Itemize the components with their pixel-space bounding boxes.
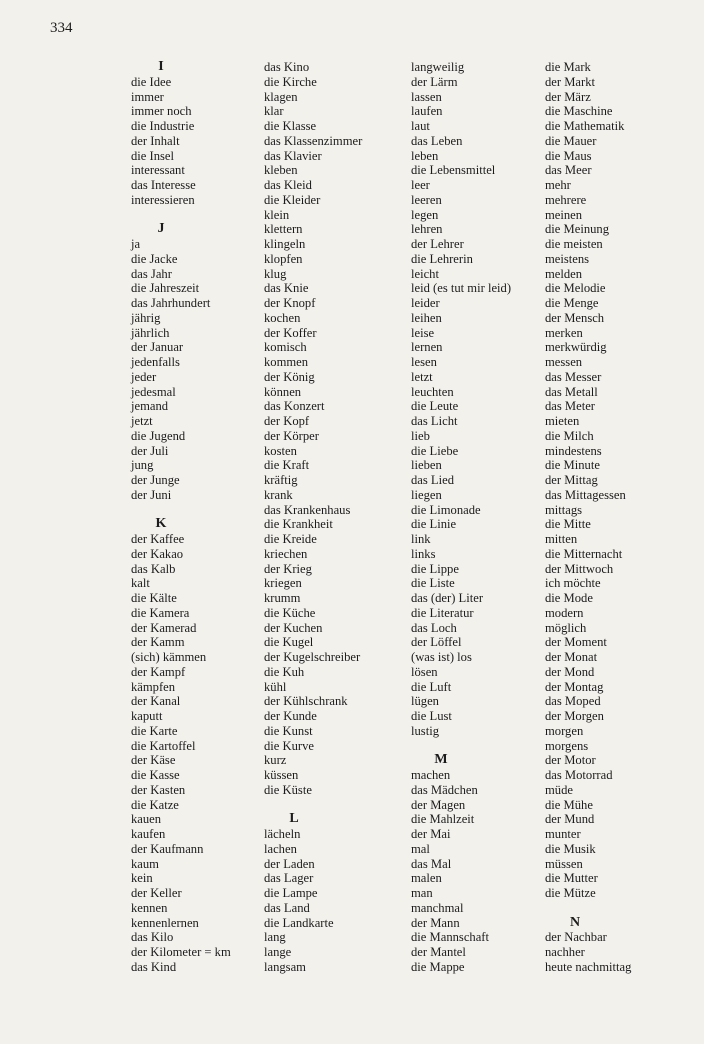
word-entry: lächeln: [264, 827, 301, 841]
word-entry: die Liebe: [411, 443, 459, 458]
word-column-1: [131, 60, 231, 975]
word-entry: der Mond: [545, 664, 595, 679]
word-entry: jetzt: [131, 414, 153, 428]
word-entry: lang: [264, 930, 286, 945]
word-entry: der Körper: [264, 428, 319, 443]
word-entry: können: [264, 384, 302, 399]
word-entry: der Kuchen: [264, 620, 323, 635]
word-entry: die Leute: [411, 399, 459, 414]
word-entry: meinen: [545, 207, 583, 222]
word-entry: die Lippe: [411, 561, 459, 576]
word-entry: das Krankenhaus: [264, 502, 351, 517]
word-entry: der Juni: [131, 487, 172, 502]
word-entry: kaufen: [131, 827, 166, 841]
word-entry: der Lehrer: [411, 237, 464, 251]
word-entry: leid (es tut mir leid): [411, 281, 512, 296]
word-entry: kaum: [131, 856, 159, 871]
word-entry: lehren: [411, 222, 443, 237]
word-entry: die Karte: [131, 723, 178, 738]
word-entry: die Kartoffel: [131, 738, 196, 753]
word-entry: lange: [264, 945, 292, 959]
word-entry: das Lied: [411, 473, 455, 487]
word-entry: kein: [131, 871, 153, 886]
word-entry: lösen: [411, 664, 438, 679]
word-entry: das Licht: [411, 414, 458, 428]
word-entry: die Lebensmittel: [411, 163, 496, 178]
word-entry: der Morgen: [545, 709, 604, 723]
word-entry: das (der) Liter: [411, 591, 484, 605]
word-entry: klettern: [264, 222, 303, 237]
word-entry: die meisten: [545, 237, 603, 251]
letter-heading: K: [155, 516, 167, 532]
word-entry: leider: [411, 296, 440, 310]
word-entry: der Mantel: [411, 945, 466, 959]
word-entry: lieben: [411, 458, 442, 473]
word-entry: die Limonade: [411, 502, 481, 517]
word-entry: die Luft: [411, 679, 452, 694]
word-entry: kriechen: [264, 546, 308, 561]
letter-heading: N: [569, 914, 581, 930]
word-entry: der Markt: [545, 74, 596, 89]
word-entry: (was ist) los: [411, 650, 472, 664]
word-entry: die Katze: [131, 797, 179, 812]
word-entry: machen: [411, 768, 451, 782]
word-entry: leihen: [411, 310, 442, 325]
word-entry: jemand: [131, 399, 169, 414]
word-entry: man: [411, 886, 433, 900]
word-entry: lustig: [411, 723, 439, 738]
word-entry: die Jugend: [131, 428, 186, 443]
word-entry: das Leben: [411, 133, 463, 148]
word-entry: klagen: [264, 89, 298, 104]
section-gap: [411, 739, 511, 754]
word-entry: der Kopf: [264, 414, 310, 428]
word-entry: die Mütze: [545, 886, 596, 900]
word-entry: langsam: [264, 959, 306, 974]
letter-heading: L: [289, 811, 299, 827]
word-entry: legen: [411, 207, 439, 222]
word-entry: morgens: [545, 738, 589, 753]
word-entry: die Kurve: [264, 738, 315, 753]
word-entry: die Lust: [411, 709, 452, 723]
word-entry: die Mode: [545, 591, 593, 605]
word-entry: der Kunde: [264, 709, 317, 723]
word-entry: interessieren: [131, 192, 195, 207]
word-entry: das Lager: [264, 871, 314, 886]
word-entry: das Kleid: [264, 178, 312, 192]
word-entry: lassen: [411, 89, 442, 104]
word-entry: die Mark: [545, 60, 591, 74]
word-entry: kalt: [131, 576, 150, 591]
word-column-3: [411, 60, 511, 975]
word-column-2: [264, 60, 362, 975]
word-entry: kaputt: [131, 709, 163, 723]
word-entry: kriegen: [264, 576, 302, 591]
word-entry: leuchten: [411, 384, 454, 399]
word-entry: der Kamm: [131, 635, 185, 650]
word-entry: die Küche: [264, 605, 316, 620]
word-entry: jedenfalls: [131, 355, 180, 369]
word-entry: der Kaufmann: [131, 841, 204, 856]
word-entry: klopfen: [264, 251, 303, 266]
word-entry: das Messer: [545, 369, 602, 384]
word-entry: lernen: [411, 340, 443, 355]
word-entry: die Jahreszeit: [131, 281, 200, 296]
word-entry: der Mittag: [545, 473, 598, 487]
word-entry: die Mappe: [411, 959, 465, 974]
word-entry: das Kind: [131, 959, 177, 974]
word-entry: messen: [545, 355, 583, 369]
word-entry: der Kilometer = km: [131, 945, 231, 959]
word-entry: die Linie: [411, 517, 457, 532]
word-entry: die Industrie: [131, 119, 195, 133]
word-entry: das Meer: [545, 163, 592, 178]
word-entry: das Moped: [545, 694, 601, 709]
word-entry: die Kasse: [131, 768, 180, 782]
word-entry: möglich: [545, 620, 587, 635]
word-entry: ja: [131, 237, 141, 251]
word-entry: der Kampf: [131, 664, 186, 679]
word-entry: die Mauer: [545, 133, 597, 148]
word-entry: morgen: [545, 723, 584, 738]
word-entry: kosten: [264, 443, 297, 458]
word-entry: der Kamerad: [131, 620, 197, 635]
word-entry: das Kino: [264, 60, 310, 74]
word-entry: lesen: [411, 355, 437, 369]
word-entry: ich möchte: [545, 576, 601, 591]
word-entry: müde: [545, 782, 573, 797]
word-entry: jährlich: [131, 325, 170, 340]
word-entry: die Kreide: [264, 532, 317, 546]
word-entry: das Mädchen: [411, 782, 478, 797]
word-entry: die Idee: [131, 74, 172, 89]
word-entry: meistens: [545, 251, 590, 266]
word-entry: der Mai: [411, 827, 451, 841]
word-entry: die Mahlzeit: [411, 812, 475, 827]
word-entry: der Nachbar: [545, 930, 607, 945]
word-entry: die Lehrerin: [411, 251, 473, 266]
word-entry: die Meinung: [545, 222, 610, 237]
word-entry: der Kakao: [131, 546, 184, 561]
word-entry: die Lampe: [264, 886, 318, 900]
word-entry: der Junge: [131, 473, 180, 487]
letter-heading: I: [158, 59, 164, 74]
word-entry: der Magen: [411, 797, 466, 812]
letter-heading: J: [157, 221, 165, 237]
word-entry: das Klavier: [264, 148, 322, 163]
word-entry: jährig: [131, 310, 161, 325]
word-entry: die Mannschaft: [411, 930, 489, 945]
word-entry: der Kühlschrank: [264, 694, 348, 709]
word-entry: nachher: [545, 945, 585, 959]
word-entry: der Löffel: [411, 635, 462, 650]
word-entry: kommen: [264, 355, 309, 369]
section-gap: [545, 901, 631, 916]
word-entry: lügen: [411, 694, 439, 709]
word-entry: das Mal: [411, 856, 452, 871]
word-entry: kochen: [264, 310, 301, 325]
word-entry: merkwürdig: [545, 340, 607, 355]
word-entry: mehr: [545, 178, 571, 192]
word-entry: jedesmal: [131, 384, 176, 399]
word-column-4: [545, 60, 631, 975]
word-entry: mittags: [545, 502, 583, 517]
word-entry: die Menge: [545, 296, 599, 310]
word-entry: mehrere: [545, 192, 587, 207]
word-entry: die Milch: [545, 428, 594, 443]
section-gap: [264, 798, 362, 813]
word-entry: küssen: [264, 768, 299, 782]
word-entry: klingeln: [264, 237, 306, 251]
word-entry: das Metall: [545, 384, 598, 399]
word-entry: klein: [264, 207, 290, 222]
word-entry: die Kraft: [264, 458, 310, 473]
word-entry: der Lärm: [411, 74, 458, 89]
word-entry: leise: [411, 325, 435, 340]
word-entry: mindestens: [545, 443, 602, 458]
word-entry: die Kirche: [264, 74, 317, 89]
word-entry: der Januar: [131, 340, 184, 355]
word-entry: das Jahr: [131, 266, 172, 281]
word-entry: leer: [411, 178, 430, 192]
word-entry: kämpfen: [131, 679, 176, 694]
word-entry: die Liste: [411, 576, 455, 591]
word-entry: der Kasten: [131, 782, 186, 797]
word-entry: krank: [264, 487, 293, 502]
word-entry: die Landkarte: [264, 915, 334, 930]
word-entry: klug: [264, 266, 287, 281]
word-entry: das Land: [264, 900, 310, 915]
word-entry: der Montag: [545, 679, 604, 694]
word-entry: das Interesse: [131, 178, 196, 192]
word-entry: das Kilo: [131, 930, 174, 945]
word-entry: (sich) kämmen: [131, 650, 207, 664]
word-entry: letzt: [411, 369, 433, 384]
word-entry: die Krankheit: [264, 517, 333, 532]
section-gap: [131, 208, 231, 223]
word-entry: liegen: [411, 487, 442, 502]
word-entry: der Mund: [545, 812, 595, 827]
word-entry: die Mühe: [545, 797, 593, 812]
word-entry: das Meter: [545, 399, 596, 414]
word-entry: langweilig: [411, 60, 465, 74]
word-entry: interessant: [131, 163, 185, 178]
word-entry: malen: [411, 871, 442, 886]
word-entry: der Kaffee: [131, 532, 185, 546]
letter-heading: M: [434, 752, 448, 768]
word-entry: das Loch: [411, 620, 457, 635]
word-entry: die Kälte: [131, 591, 177, 605]
word-entry: jeder: [131, 369, 157, 384]
word-entry: das Klassenzimmer: [264, 133, 363, 148]
word-entry: manchmal: [411, 900, 464, 915]
word-entry: leben: [411, 148, 439, 163]
word-entry: laufen: [411, 104, 443, 119]
word-entry: der Monat: [545, 650, 598, 664]
word-entry: das Motorrad: [545, 768, 613, 782]
word-entry: heute nachmittag: [545, 959, 632, 974]
word-entry: kräftig: [264, 473, 298, 487]
word-entry: leeren: [411, 192, 442, 207]
word-entry: jung: [131, 458, 154, 473]
word-entry: kauen: [131, 812, 162, 827]
word-entry: der Kanal: [131, 694, 181, 709]
word-entry: müssen: [545, 856, 583, 871]
word-entry: die Insel: [131, 148, 175, 163]
word-entry: die Kleider: [264, 192, 321, 207]
word-entry: das Kalb: [131, 561, 176, 576]
word-entry: der Käse: [131, 753, 176, 768]
word-entry: die Klasse: [264, 119, 317, 133]
word-entry: mal: [411, 841, 430, 856]
page-number: 334: [50, 20, 73, 36]
word-entry: kühl: [264, 679, 287, 694]
word-entry: melden: [545, 266, 583, 281]
word-entry: kennen: [131, 900, 168, 915]
word-entry: die Kuh: [264, 664, 305, 679]
word-entry: der Juli: [131, 443, 169, 458]
word-entry: komisch: [264, 340, 307, 355]
word-entry: die Mitternacht: [545, 546, 623, 561]
word-entry: merken: [545, 325, 583, 340]
word-entry: die Mitte: [545, 517, 591, 532]
word-entry: kleben: [264, 163, 298, 178]
word-entry: die Mathematik: [545, 119, 625, 133]
word-entry: link: [411, 532, 431, 546]
word-entry: der Moment: [545, 635, 607, 650]
word-entry: der Motor: [545, 753, 596, 768]
word-entry: krumm: [264, 591, 301, 605]
word-entry: kennenlernen: [131, 915, 199, 930]
word-entry: der Laden: [264, 856, 315, 871]
word-entry: die Mutter: [545, 871, 598, 886]
word-entry: der Mann: [411, 915, 460, 930]
word-entry: modern: [545, 605, 584, 620]
word-entry: kurz: [264, 753, 287, 768]
word-entry: der Krieg: [264, 561, 312, 576]
word-entry: die Maus: [545, 148, 592, 163]
word-entry: das Knie: [264, 281, 309, 296]
word-entry: das Konzert: [264, 399, 325, 414]
word-entry: die Küste: [264, 782, 312, 797]
word-entry: laut: [411, 119, 430, 133]
word-entry: der März: [545, 89, 591, 104]
word-entry: der Inhalt: [131, 133, 180, 148]
word-entry: lachen: [264, 841, 297, 856]
word-entry: die Kugel: [264, 635, 314, 650]
word-entry: leicht: [411, 266, 439, 281]
word-entry: mitten: [545, 532, 578, 546]
word-entry: mieten: [545, 414, 580, 428]
word-entry: munter: [545, 827, 581, 841]
word-entry: der Kugelschreiber: [264, 650, 361, 664]
word-entry: das Mittagessen: [545, 487, 626, 502]
word-entry: der Mensch: [545, 310, 605, 325]
word-entry: der König: [264, 369, 315, 384]
word-entry: die Jacke: [131, 251, 178, 266]
word-entry: die Literatur: [411, 605, 474, 620]
word-entry: der Keller: [131, 886, 182, 900]
word-entry: der Koffer: [264, 325, 317, 340]
word-entry: die Musik: [545, 841, 596, 856]
word-entry: der Mittwoch: [545, 561, 614, 576]
word-entry: die Melodie: [545, 281, 606, 296]
word-entry: links: [411, 546, 436, 561]
word-entry: das Jahrhundert: [131, 296, 211, 310]
word-entry: die Kunst: [264, 723, 313, 738]
word-entry: immer: [131, 89, 164, 104]
word-entry: der Knopf: [264, 296, 316, 310]
word-entry: immer noch: [131, 104, 192, 119]
word-entry: klar: [264, 104, 284, 119]
word-entry: die Kamera: [131, 605, 190, 620]
word-entry: lieb: [411, 428, 430, 443]
word-entry: die Maschine: [545, 104, 613, 119]
word-entry: die Minute: [545, 458, 600, 473]
section-gap: [131, 503, 231, 518]
